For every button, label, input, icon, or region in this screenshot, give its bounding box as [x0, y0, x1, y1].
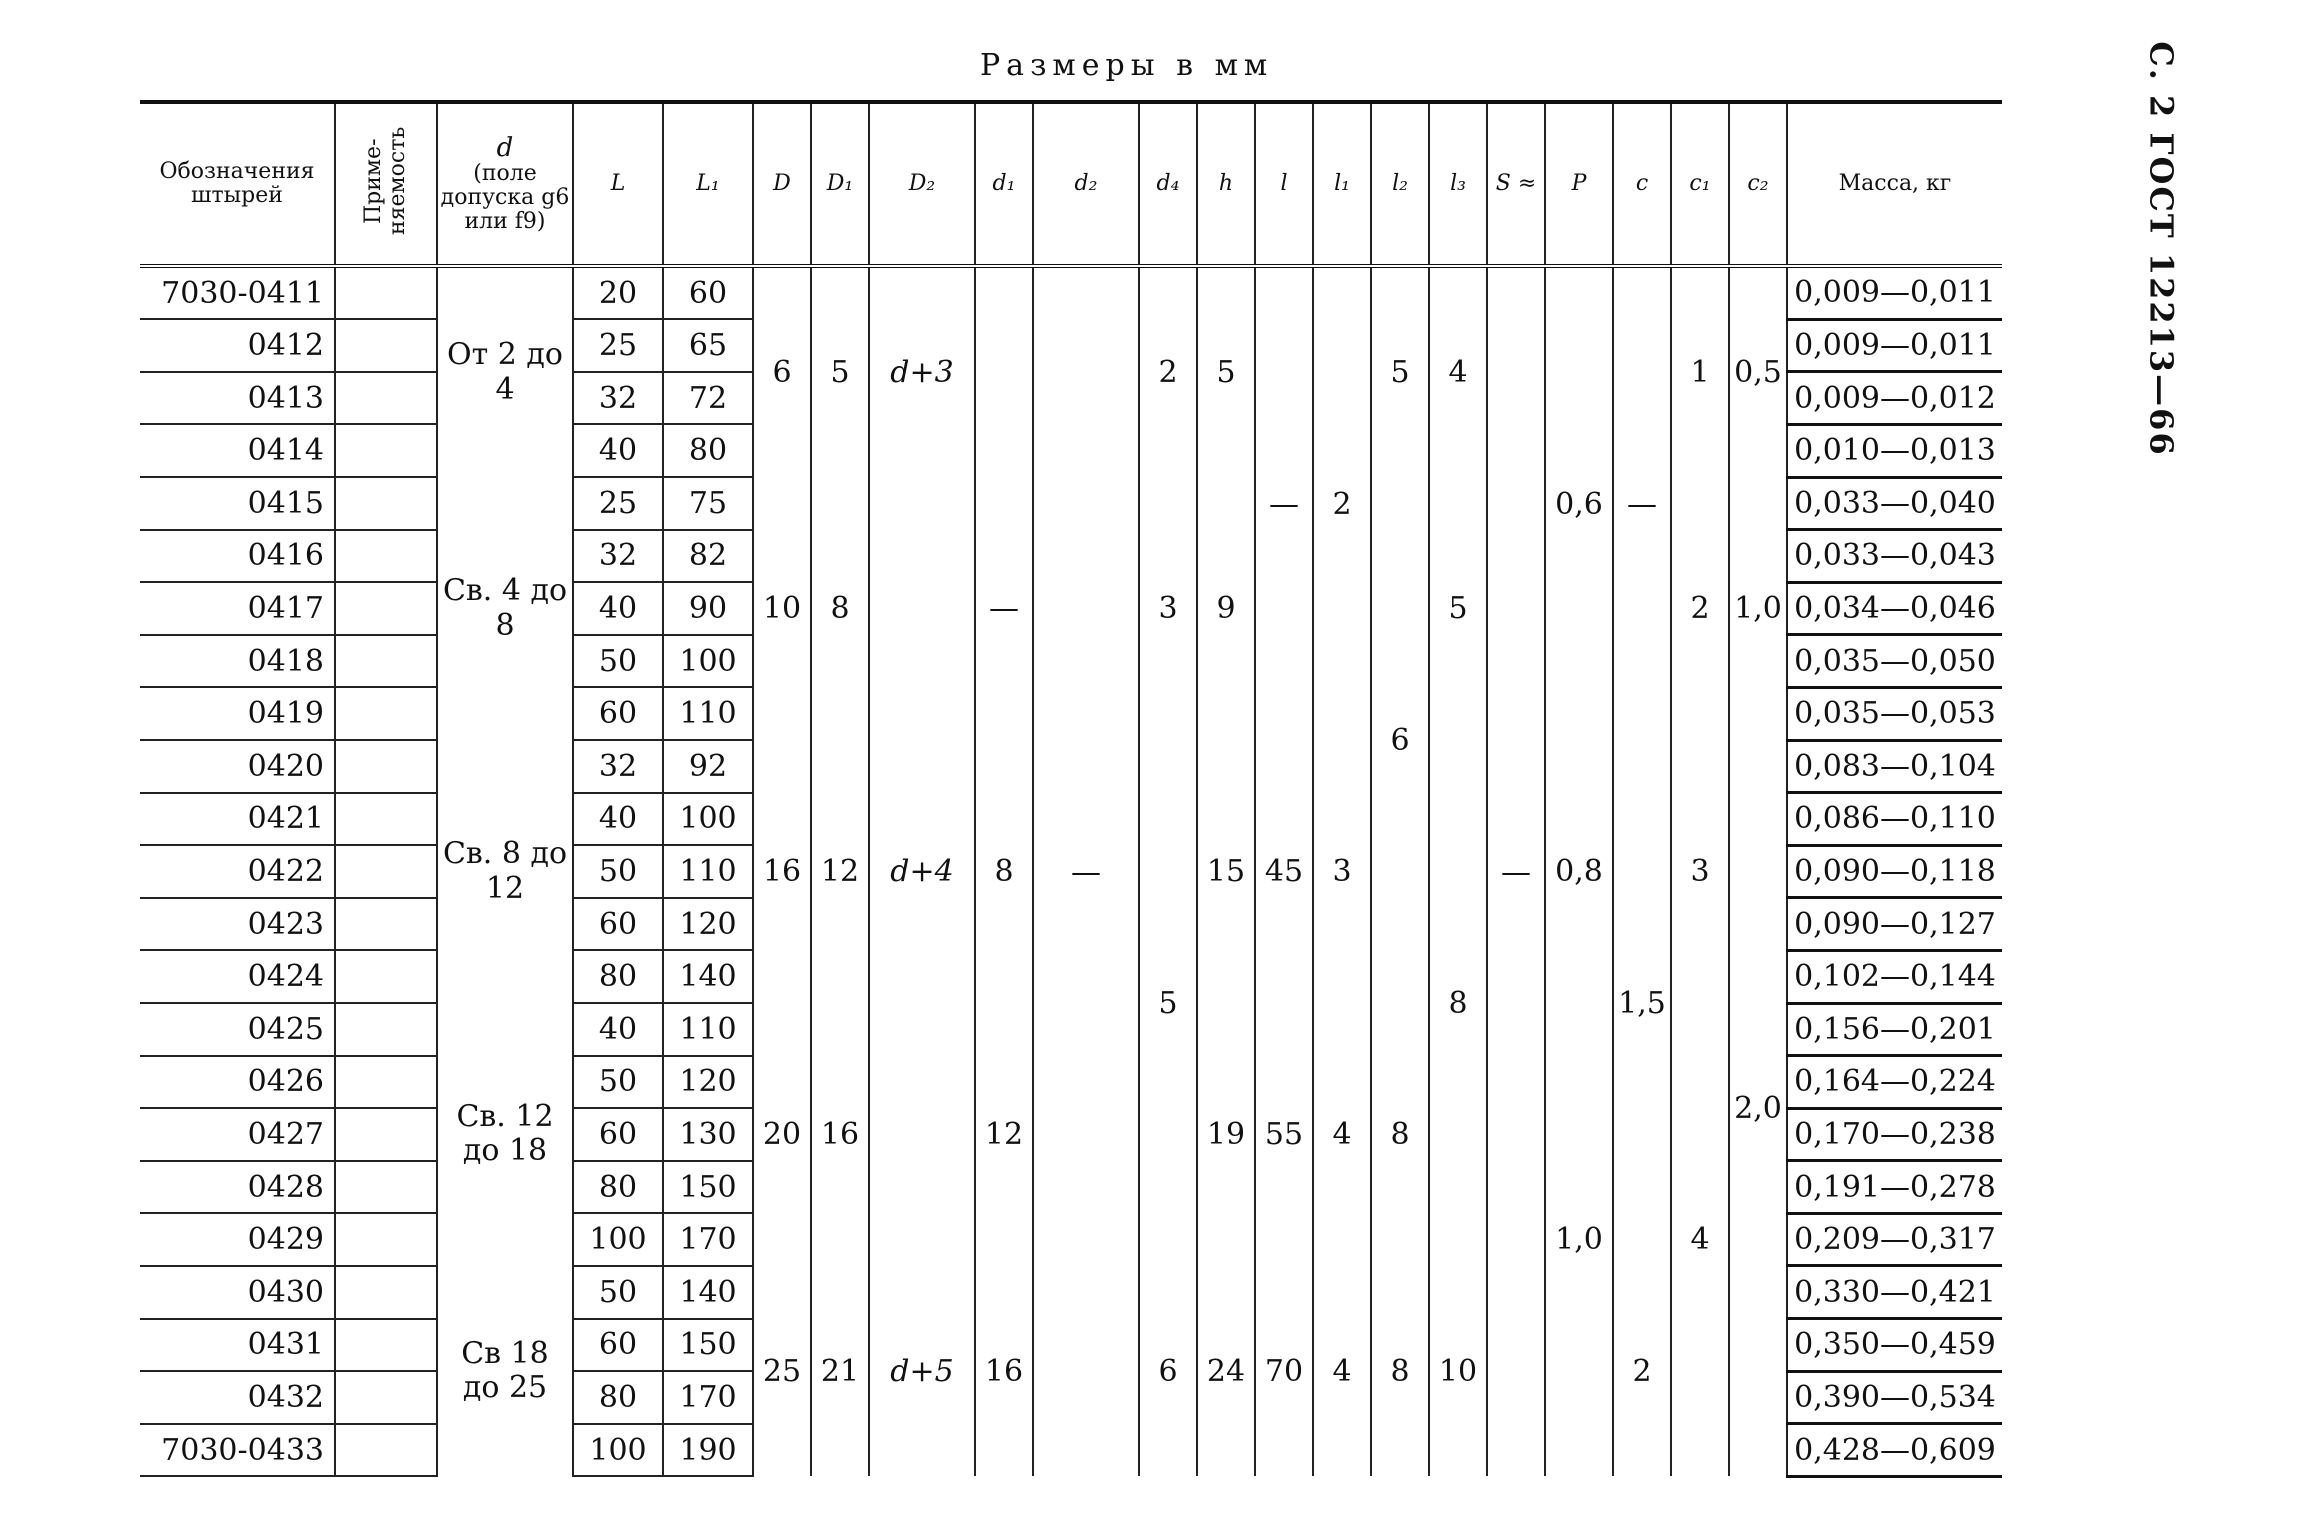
designation-cell: 0421: [140, 793, 335, 846]
D2-group-cell: d+4: [869, 477, 975, 1266]
applicability-cell: [335, 530, 437, 583]
applicability-cell: [335, 477, 437, 530]
D1-group-cell: 8: [811, 477, 869, 740]
designation-cell: 0430: [140, 1266, 335, 1319]
L1-cell: 110: [663, 687, 753, 740]
applicability-cell: [335, 1319, 437, 1372]
designation-cell: 0428: [140, 1161, 335, 1214]
designation-cell: 0423: [140, 898, 335, 951]
table-row: [140, 266, 2002, 319]
d-tolerance-note: (поле допуска g6 или f9): [440, 161, 570, 235]
h-group-cell: 15: [1197, 740, 1255, 1003]
col-l1: l₁: [1313, 102, 1371, 266]
L1-cell: 90: [663, 582, 753, 635]
designation-cell: 0424: [140, 950, 335, 1003]
L1-cell: 150: [663, 1319, 753, 1372]
mass-cell: 0,009—0,011: [1787, 266, 2002, 319]
D-group-cell: 6: [753, 266, 811, 477]
mass-cell: 0,035—0,053: [1787, 687, 2002, 740]
dimensions-table: [140, 100, 2002, 1478]
l3-group-cell: 8: [1429, 740, 1487, 1266]
L-cell: 60: [573, 898, 663, 951]
L-cell: 80: [573, 1161, 663, 1214]
L1-cell: 190: [663, 1424, 753, 1477]
c1-group-cell: 4: [1671, 1003, 1729, 1476]
col-D: D: [753, 102, 811, 266]
applicability-label: Приме-няемость: [360, 126, 410, 236]
c1-group-cell: 1: [1671, 266, 1729, 477]
designation-cell: 0419: [140, 687, 335, 740]
L-cell: 32: [573, 740, 663, 793]
d-group-cell: Св. 8 до 12: [437, 740, 573, 1003]
col-d4: d₄: [1139, 102, 1197, 266]
mass-cell: 0,034—0,046: [1787, 582, 2002, 635]
d1-group-cell: 12: [975, 1003, 1033, 1266]
designation-cell: 0426: [140, 1056, 335, 1109]
d4-group-cell: 5: [1139, 740, 1197, 1266]
L1-cell: 82: [663, 530, 753, 583]
mass-cell: 0,191—0,278: [1787, 1161, 2002, 1214]
D-group-cell: 25: [753, 1266, 811, 1476]
l1-group-cell: 4: [1313, 1003, 1371, 1266]
applicability-cell: [335, 1161, 437, 1214]
l-group-cell: 55: [1255, 1003, 1313, 1266]
designation-cell: 0416: [140, 530, 335, 583]
l2-group-cell: 6: [1371, 477, 1429, 1003]
L1-cell: 65: [663, 319, 753, 372]
mass-cell: 0,083—0,104: [1787, 740, 2002, 793]
c-group-cell: —: [1613, 266, 1671, 740]
S-group-cell: —: [1487, 266, 1545, 1476]
mass-cell: 0,086—0,110: [1787, 793, 2002, 846]
c2-group-cell: 1,0: [1729, 477, 1787, 740]
mass-cell: 0,090—0,127: [1787, 898, 2002, 951]
d-group-cell: Св. 12 до 18: [437, 1003, 573, 1266]
applicability-cell: [335, 1266, 437, 1319]
applicability-cell: [335, 266, 437, 319]
col-h: h: [1197, 102, 1255, 266]
h-group-cell: 9: [1197, 477, 1255, 740]
d2-group-cell: —: [1033, 266, 1139, 1476]
L-cell: 50: [573, 635, 663, 688]
h-group-cell: 19: [1197, 1003, 1255, 1266]
D2-group-cell: d+5: [869, 1266, 975, 1476]
c1-group-cell: 2: [1671, 477, 1729, 740]
col-L1: L₁: [663, 102, 753, 266]
designation-cell: 0414: [140, 424, 335, 477]
designation-cell: 7030-0433: [140, 1424, 335, 1477]
L-cell: 80: [573, 950, 663, 1003]
L1-cell: 170: [663, 1371, 753, 1424]
applicability-cell: [335, 1371, 437, 1424]
col-d2: d₂: [1033, 102, 1139, 266]
d1-group-cell: 16: [975, 1266, 1033, 1476]
d-symbol: d: [496, 132, 514, 163]
col-mass: Масса, кг: [1787, 102, 2002, 266]
l1-group-cell: 3: [1313, 740, 1371, 1003]
P-group-cell: 0,6: [1545, 266, 1613, 740]
l2-group-cell: 8: [1371, 1003, 1429, 1266]
designation-cell: 0422: [140, 845, 335, 898]
applicability-cell: [335, 372, 437, 425]
col-L: L: [573, 102, 663, 266]
d1-group-cell: [975, 266, 1033, 477]
D1-group-cell: 12: [811, 740, 869, 1003]
mass-cell: 0,156—0,201: [1787, 1003, 2002, 1056]
L-cell: 50: [573, 1266, 663, 1319]
designation-cell: 0420: [140, 740, 335, 793]
applicability-cell: [335, 687, 437, 740]
L-cell: 80: [573, 1371, 663, 1424]
applicability-cell: [335, 740, 437, 793]
l2-group-cell: 5: [1371, 266, 1429, 477]
col-applicability: [335, 102, 437, 266]
applicability-cell: [335, 1424, 437, 1477]
col-c: c: [1613, 102, 1671, 266]
L1-cell: 140: [663, 1266, 753, 1319]
L-cell: 60: [573, 687, 663, 740]
l3-group-cell: 10: [1429, 1266, 1487, 1476]
L-cell: 60: [573, 1108, 663, 1161]
col-d1: d₁: [975, 102, 1033, 266]
c-group-cell: 2: [1613, 1266, 1671, 1476]
mass-cell: 0,170—0,238: [1787, 1108, 2002, 1161]
D-group-cell: 16: [753, 740, 811, 1003]
mass-cell: 0,390—0,534: [1787, 1371, 2002, 1424]
applicability-cell: [335, 1213, 437, 1266]
mass-cell: 0,009—0,012: [1787, 372, 2002, 425]
L-cell: 32: [573, 530, 663, 583]
designation-cell: 0415: [140, 477, 335, 530]
col-l: l: [1255, 102, 1313, 266]
col-d: [437, 102, 573, 266]
D1-group-cell: 5: [811, 266, 869, 477]
col-designation: Обозначения штырей: [140, 102, 335, 266]
page-side-label: С. 2 ГОСТ 12213—66: [2142, 41, 2181, 457]
d-group-cell: Св 18 до 25: [437, 1266, 573, 1476]
L1-cell: 170: [663, 1213, 753, 1266]
L1-cell: 60: [663, 266, 753, 319]
mass-cell: 0,330—0,421: [1787, 1266, 2002, 1319]
L-cell: 60: [573, 1319, 663, 1372]
mass-cell: 0,033—0,040: [1787, 477, 2002, 530]
L1-cell: 110: [663, 1003, 753, 1056]
applicability-cell: [335, 1108, 437, 1161]
applicability-cell: [335, 1056, 437, 1109]
designation-cell: 0413: [140, 372, 335, 425]
L-cell: 25: [573, 477, 663, 530]
P-group-cell: 1,0: [1545, 1003, 1613, 1476]
col-D1: D₁: [811, 102, 869, 266]
L-cell: 100: [573, 1213, 663, 1266]
l-group-cell: 45: [1255, 740, 1313, 1003]
d-group-cell: От 2 до 4: [437, 266, 573, 477]
mass-cell: 0,164—0,224: [1787, 1056, 2002, 1109]
l1-group-cell: 2: [1313, 266, 1371, 740]
L1-cell: 100: [663, 635, 753, 688]
L1-cell: 120: [663, 898, 753, 951]
L-cell: 50: [573, 845, 663, 898]
designation-cell: 0417: [140, 582, 335, 635]
col-c2: c₂: [1729, 102, 1787, 266]
designation-cell: 0432: [140, 1371, 335, 1424]
D1-group-cell: 21: [811, 1266, 869, 1476]
c1-group-cell: 3: [1671, 740, 1729, 1003]
L-cell: 40: [573, 424, 663, 477]
L-cell: 40: [573, 793, 663, 846]
designation-cell: 0431: [140, 1319, 335, 1372]
L1-cell: 80: [663, 424, 753, 477]
applicability-cell: [335, 793, 437, 846]
applicability-cell: [335, 319, 437, 372]
designation-cell: 0425: [140, 1003, 335, 1056]
col-c1: c₁: [1671, 102, 1729, 266]
h-group-cell: 24: [1197, 1266, 1255, 1476]
L-cell: 50: [573, 1056, 663, 1109]
c-group-cell: 1,5: [1613, 740, 1671, 1266]
L1-cell: 100: [663, 793, 753, 846]
L1-cell: 92: [663, 740, 753, 793]
d-group-cell: Св. 4 до 8: [437, 477, 573, 740]
P-group-cell: 0,8: [1545, 740, 1613, 1003]
L1-cell: 110: [663, 845, 753, 898]
mass-cell: 0,209—0,317: [1787, 1213, 2002, 1266]
l3-group-cell: 5: [1429, 477, 1487, 740]
c2-group-cell: 2,0: [1729, 740, 1787, 1476]
mass-cell: 0,350—0,459: [1787, 1319, 2002, 1372]
d1-group-cell: —: [975, 477, 1033, 740]
l-group-cell: —: [1255, 266, 1313, 740]
l-group-cell: 70: [1255, 1266, 1313, 1476]
col-S: S ≈: [1487, 102, 1545, 266]
header-row: [140, 102, 2002, 266]
page-title: Размеры в мм: [980, 48, 1274, 83]
d4-group-cell: 6: [1139, 1266, 1197, 1476]
h-group-cell: 5: [1197, 266, 1255, 477]
designation-cell: 7030-0411: [140, 266, 335, 319]
table-body: [140, 266, 2002, 1476]
L-cell: 40: [573, 582, 663, 635]
col-P: P: [1545, 102, 1613, 266]
L1-cell: 120: [663, 1056, 753, 1109]
L1-cell: 150: [663, 1161, 753, 1214]
col-l2: l₂: [1371, 102, 1429, 266]
L1-cell: 75: [663, 477, 753, 530]
D-group-cell: 20: [753, 1003, 811, 1266]
l3-group-cell: 4: [1429, 266, 1487, 477]
mass-cell: 0,090—0,118: [1787, 845, 2002, 898]
applicability-cell: [335, 845, 437, 898]
L-cell: 40: [573, 1003, 663, 1056]
L-cell: 25: [573, 319, 663, 372]
designation-cell: 0418: [140, 635, 335, 688]
d1-group-cell: 8: [975, 740, 1033, 1003]
applicability-cell: [335, 635, 437, 688]
applicability-cell: [335, 582, 437, 635]
mass-cell: 0,009—0,011: [1787, 319, 2002, 372]
designation-cell: 0412: [140, 319, 335, 372]
L1-cell: 140: [663, 950, 753, 1003]
L1-cell: 130: [663, 1108, 753, 1161]
c2-group-cell: 0,5: [1729, 266, 1787, 477]
L-cell: 20: [573, 266, 663, 319]
mass-cell: 0,033—0,043: [1787, 530, 2002, 583]
mass-cell: 0,035—0,050: [1787, 635, 2002, 688]
designation-cell: 0429: [140, 1213, 335, 1266]
applicability-cell: [335, 424, 437, 477]
mass-cell: 0,010—0,013: [1787, 424, 2002, 477]
l2-group-cell: 8: [1371, 1266, 1429, 1476]
applicability-cell: [335, 950, 437, 1003]
D1-group-cell: 16: [811, 1003, 869, 1266]
L-cell: 32: [573, 372, 663, 425]
mass-cell: 0,102—0,144: [1787, 950, 2002, 1003]
D2-group-cell: d+3: [869, 266, 975, 477]
applicability-cell: [335, 898, 437, 951]
d4-group-cell: 3: [1139, 477, 1197, 740]
col-l3: l₃: [1429, 102, 1487, 266]
col-D2: D₂: [869, 102, 975, 266]
mass-cell: 0,428—0,609: [1787, 1424, 2002, 1477]
L-cell: 100: [573, 1424, 663, 1477]
L1-cell: 72: [663, 372, 753, 425]
l1-group-cell: 4: [1313, 1266, 1371, 1476]
designation-cell: 0427: [140, 1108, 335, 1161]
D-group-cell: 10: [753, 477, 811, 740]
applicability-cell: [335, 1003, 437, 1056]
d4-group-cell: 2: [1139, 266, 1197, 477]
